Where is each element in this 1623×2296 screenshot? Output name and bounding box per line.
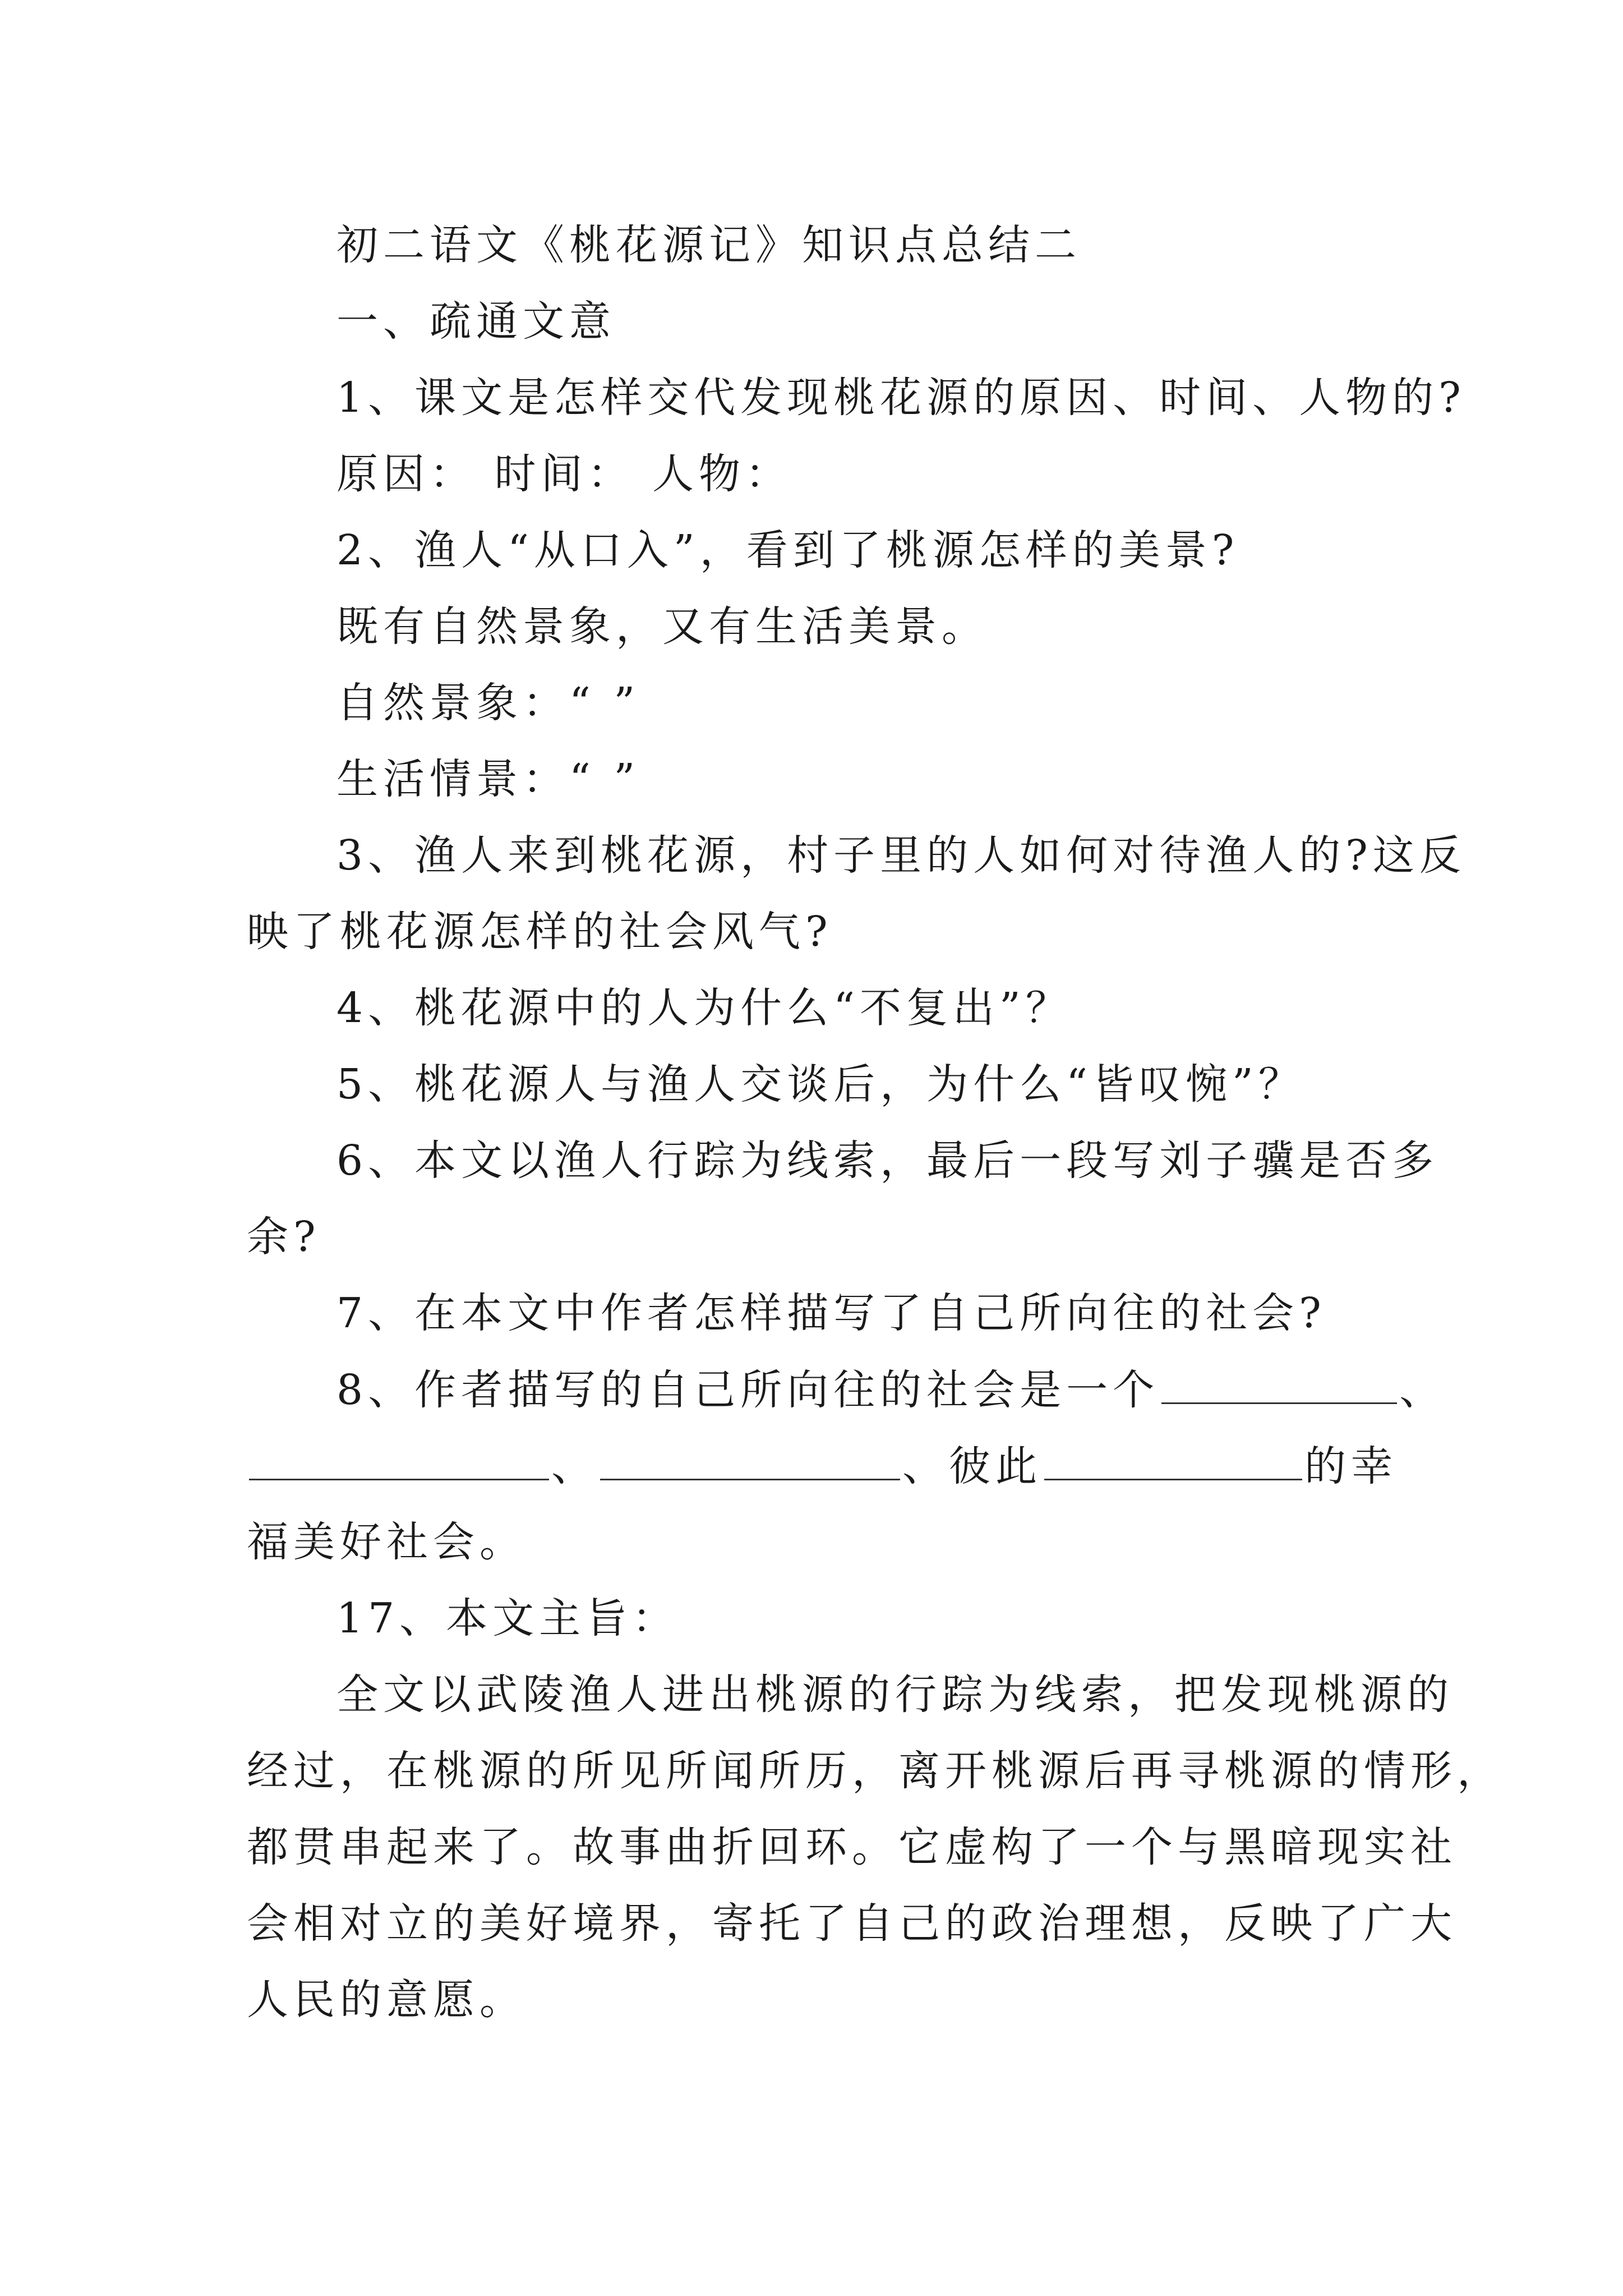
document-title: 初二语文《桃花源记》知识点总结二 <box>336 221 1081 269</box>
question-8-separator: 、彼此 <box>902 1442 1042 1490</box>
question-6-line-2: 余? <box>247 1213 321 1261</box>
question-3-line-1: 3、渔人来到桃花源，村子里的人如何对待渔人的?这反 <box>336 831 1466 880</box>
question-8-line-3: 福美好社会。 <box>247 1518 526 1566</box>
question-8-text: 8、作者描写的自己所向往的社会是一个 <box>336 1366 1160 1414</box>
question-4: 4、桃花源中的人为什么“不复出”？ <box>336 984 1072 1032</box>
fill-blank-1 <box>1161 1369 1397 1404</box>
question-2: 2、渔人“从口入”，看到了桃源怎样的美景? <box>336 526 1239 574</box>
question-5: 5、桃花源人与渔人交谈后，为什么“皆叹惋”？ <box>336 1060 1305 1108</box>
question-2-life: 生活情景：“ ” <box>336 755 640 803</box>
question-3-line-2: 映了桃花源怎样的社会风气? <box>247 908 833 956</box>
question-1-answer: 原因： 时间： 人物： <box>336 450 792 498</box>
question-8-tail: 的幸 <box>1304 1442 1398 1490</box>
summary-line: 经过，在桃源的所见所闻所历，离开桃源后再寻桃源的情形， <box>247 1747 1504 1795</box>
summary-line: 全文以武陵渔人进出桃源的行踪为线索，把发现桃源的 <box>336 1671 1454 1719</box>
question-8-separator: 、 <box>551 1442 598 1490</box>
fill-blank-4 <box>1044 1445 1302 1480</box>
question-7: 7、在本文中作者怎样描写了自己所向往的社会? <box>336 1289 1326 1337</box>
question-8-line-1 <box>336 1366 1446 1414</box>
summary-line: 人民的意愿。 <box>247 1976 526 2024</box>
question-8-line-2 <box>247 1442 1398 1490</box>
question-1: 1、课文是怎样交代发现桃花源的原因、时间、人物的? <box>336 374 1466 422</box>
fill-blank-3 <box>600 1445 900 1480</box>
summary-line: 会相对立的美好境界，寄托了自己的政治理想，反映了广大 <box>247 1899 1457 1948</box>
summary-line: 都贯串起来了。故事曲折回环。它虚构了一个与黑暗现实社 <box>247 1823 1457 1871</box>
question-2-answer: 既有自然景象，又有生活美景。 <box>336 602 988 651</box>
question-6-line-1: 6、本文以渔人行踪为线索，最后一段写刘子骥是否多 <box>336 1137 1439 1185</box>
fill-blank-2 <box>249 1445 549 1480</box>
question-8-separator: 、 <box>1399 1366 1446 1414</box>
question-2-nature: 自然景象：“ ” <box>336 679 640 727</box>
section-heading: 一、疏通文意 <box>336 297 616 346</box>
question-17: 17、本文主旨： <box>336 1594 679 1642</box>
